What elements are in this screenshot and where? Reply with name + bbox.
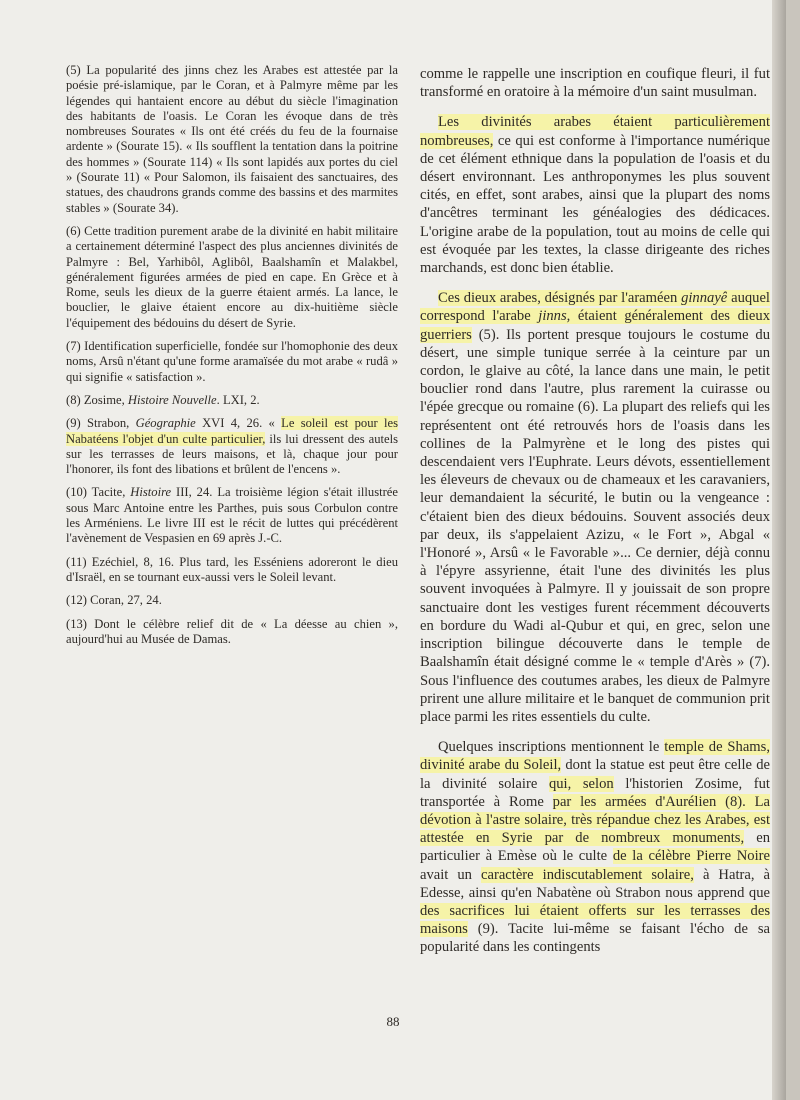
italic-text: Histoire <box>130 485 172 500</box>
highlighted-text: Ces dieux arabes, désignés par l'araméen <box>438 290 682 307</box>
main-text-column <box>420 65 770 969</box>
body-paragraph-2 <box>420 113 770 277</box>
text-run: (11) Ezéchiel, 8, 16. Plus tard, les Esséniens adoreront le dieu d'Israël, en se tournant eux-aussi vers le Soleil levant. <box>66 554 398 584</box>
text-run: (13) Dont le célèbre relief dit de « La déesse au chien », aujourd'hui au Musée de Damas. <box>66 616 398 646</box>
highlighted-text: Le soleil est pour les Nabatéens l'objet d'un culte particulier, <box>66 416 398 446</box>
text-run: (9) Strabon, <box>66 416 136 431</box>
text-run: . LXI, 2. <box>216 392 260 407</box>
highlighted-text: caractère indiscutablement solaire, <box>481 866 694 883</box>
highlighted-text: de la célèbre Pierre Noire <box>612 848 770 865</box>
body-paragraph-3 <box>420 289 770 726</box>
footnote-6 <box>66 485 398 546</box>
footnote-9 <box>66 617 398 648</box>
text-run: (7) Identification superficielle, fondée sur l'homophonie des deux noms, Arsû n'étant qu'une forme aramaïsée du mot arabe « rudâ » qui signifie « satisfaction ». <box>66 339 398 384</box>
text-run: en particulier à Emèse où le culte <box>420 830 770 865</box>
text-run: comme le rappelle une inscription en coufique fleuri, il fut transformé en oratoire à la mémoire d'un saint musulman. <box>420 66 770 101</box>
footnote-3 <box>66 339 398 385</box>
text-run: III, 24. La troisième légion s'était illustrée sous Marc Antoine entre les Parthes, puis sous Corbulon contre les Arméniens. Le livre III est le récit de luttes qui précédèrent l'avènement de Vespasien en 69 après J.-C. <box>66 485 398 546</box>
footnote-5 <box>66 416 398 477</box>
footnotes-column <box>66 63 398 655</box>
highlighted-text: étaient généralement des dieux guerriers <box>420 308 770 343</box>
text-run: XVI 4, 26. « <box>195 416 282 431</box>
highlighted-text: par les armées d'Aurélien (8). La dévotion à l'astre solaire, très répandue chez les Arabes, est attestée en Syrie par de nombreux monuments, <box>420 793 770 847</box>
text-run: (8) Zosime, <box>66 392 128 407</box>
text-run: dont la statue est peut être celle de la divinité solaire <box>420 757 770 792</box>
text-run: (9). Tacite lui-même se faisant l'écho de sa popularité dans les contingents <box>420 921 770 956</box>
body-paragraph-4 <box>420 738 770 956</box>
text-run: (5) La popularité des jinns chez les Arabes est attestée par la poésie pré-islamique, par le Coran, et à Palmyre même par les légendes qui hantaient encore au début du siècle l'imagination des habitants de l'oasis. Le Coran les évoque dans de très nombreuses Sourates « Ils ont été créés du feu de la fournaise ardente » (Sourate 15). « Ils soufflent la tentation dans la poitrine des hommes » (Sourate 114) « Ils sont lapidés aux portes du ciel » (Sourate 11) « Pour Salomon, ils faisaient des sanctuaires, des statues, des chaudrons grands comme des bassins et des marmites stables » (Sourate 34). <box>66 63 398 215</box>
highlighted-text: temple de Shams, divinité arabe du Soleil, <box>420 739 770 774</box>
footnote-7 <box>66 555 398 586</box>
highlighted-text: jinns, <box>538 308 571 325</box>
page-edge-shadow <box>772 0 786 1100</box>
highlighted-text: auquel correspond l'arabe <box>420 290 770 325</box>
highlighted-text: ginnayê <box>681 290 728 307</box>
highlighted-text: des sacrifices lui étaient offerts sur les terrasses des maisons <box>420 902 770 938</box>
text-run: ce qui est conforme à l'importance numérique de cet élément ethnique dans la population de l'oasis et du désert environnant. Les anthroponymes les plus souvent cités, en effet, sont arabes, ainsi que la plupart des noms d'ancêtres terminant les généalogies des dédicaces. L'origine arabe de la population, tout au moins de celle qui est évoquée par les textes, la classe dirigeante des riches marchands, est donc bien établie. <box>420 132 770 277</box>
highlighted-text: qui, selon <box>548 775 614 792</box>
text-run: avait un <box>420 866 481 883</box>
footnote-4 <box>66 393 398 408</box>
footnote-8 <box>66 593 398 608</box>
text-run: Quelques inscriptions mentionnent le <box>438 739 665 756</box>
text-run: (5). Ils portent presque toujours le costume du désert, une simple tunique serrée à la ceinture par un cordon, le glaive au côté, la lance dans une main, le petit bouclier rond dans l'autre, plus rarement la cuirasse ou l'épée grecque ou romaine (6). La plupart des reliefs qui les représentent ont été retrouvés hors de l'oasis dans les collines de la Palmyrène et le long des pistes qui descendaient vers l'Euphrate. Leurs dévots, essentiellement les éleveurs de chevaux ou de chameaux et les caravaniers, leur demandaient la sécurité, le butin ou la vengeance : c'étaient bien des dieux bédouins. Souvent associés deux par deux, ils s'appelaient Azizu, « le Fort », Abgal « l'Honoré », Arsû « le Favorable »... Ce dernier, déjà connu à l'épyre assyrienne, était l'une des divinités les plus souvent invoquées à Palmyre. Il y jouissait de son propre sanctuaire dont les vestiges furent récemment découverts en bordure du Wadi al-Qubur et qui, en grec, selon une inscription bilingue découverte dans le temple de Baalshamîn était désigné comme le « temple d'Arès » (7). Sous l'influence des coutumes arabes, les dieux de Palmyre prirent une allure militaire et le banquet de communion prit place parmi les rites essentiels du culte. <box>420 326 770 725</box>
text-run: l'historien Zosime, fut transportée à Rome <box>420 775 770 810</box>
italic-text: Histoire Nouvelle <box>127 392 217 407</box>
italic-text: Géographie <box>135 416 196 431</box>
footnote-1 <box>66 63 398 216</box>
page-number: 88 <box>386 1014 400 1029</box>
body-paragraph-1 <box>420 65 770 101</box>
highlighted-text: Les divinités arabes étaient particulièrement nombreuses, <box>420 114 770 149</box>
text-run: (10) Tacite, <box>66 485 131 500</box>
footnote-2 <box>66 224 398 331</box>
text-run: (12) Coran, 27, 24. <box>66 593 162 608</box>
text-run: à Hatra, à Edesse, ainsi qu'en Nabatène où Strabon nous apprend que <box>420 866 770 901</box>
text-run: (6) Cette tradition purement arabe de la divinité en habit militaire a certainement déterminé l'aspect des plus anciennes divinités de Palmyre : Bel, Yarhibôl, Aglibôl, Baalshamîn et Malakbel, généralement figurées armées de pied en cape. En Grèce et à Rome, seuls les dieux de la guerre étaient armés. La lance, le bouclier, le glaive étaient encore au dix-huitième siècle l'équipement des bédouins du désert de Syrie. <box>66 223 398 330</box>
text-run: ils lui dressent des autels sur les terrasses de leurs maisons, et là, chaque jour pour l'honorer, ils font des libations et brûlent de l'encens ». <box>66 431 399 477</box>
